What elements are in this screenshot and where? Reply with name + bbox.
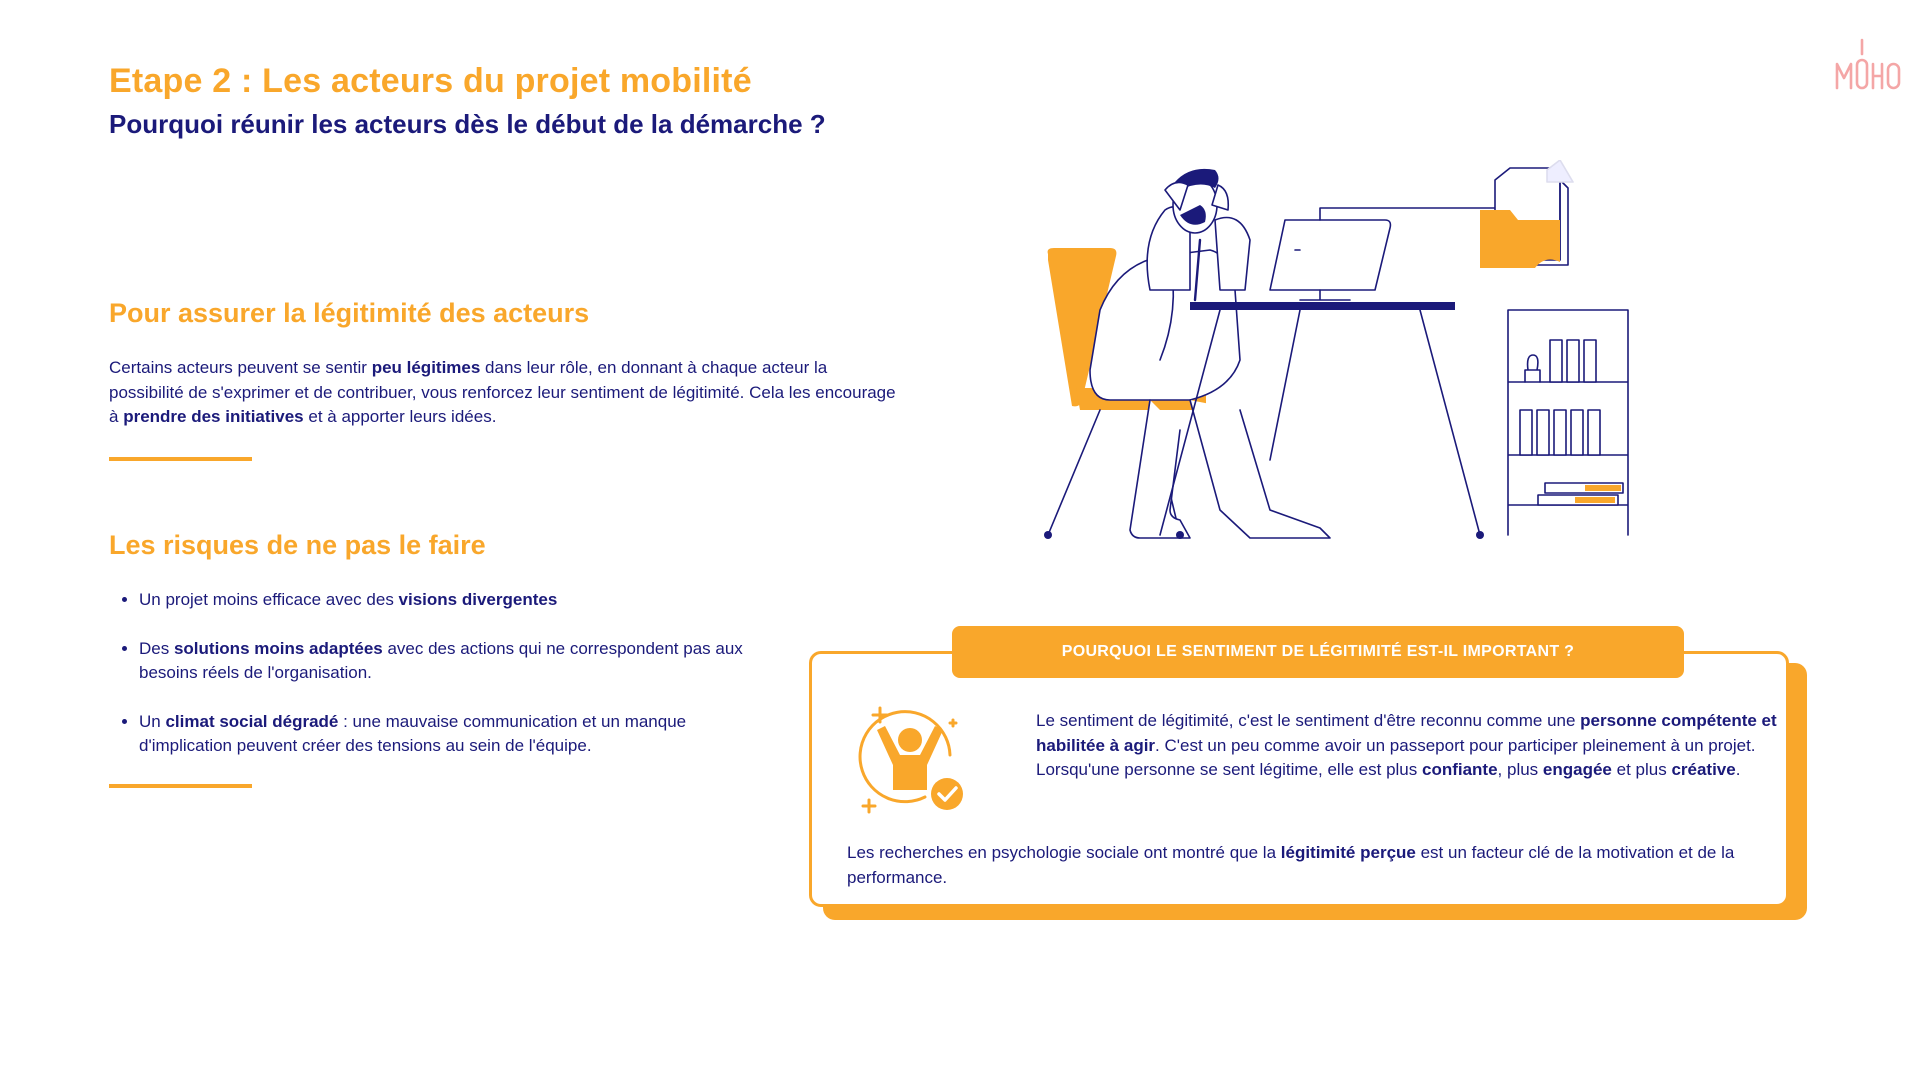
legitimacy-paragraph: Certains acteurs peuvent se sentir peu légitimes dans leur rôle, en donnant à chaque acteur la possibilité de s'exprimer et de contribuer, vous renforcez leur sentiment de légitimité. Cela les encourage à prendre des initiatives et à apporter leurs idées. (109, 358, 896, 426)
section-divider (109, 457, 252, 461)
list-item: • Des solutions moins adaptées avec des actions qui ne correspondent pas aux besoins réels de l'organisation. (139, 637, 779, 686)
callout-paragraph-1: Le sentiment de légitimité, c'est le sentiment d'être reconnu comme une personne compétente et habilitée à agir. C'est un peu comme avoir un passeport pour participer pleinement à un projet. Lorsqu'une personne se sent légitime, elle est plus confiante, plus engagée et plus créative. (1036, 711, 1777, 779)
section-heading-risks: Les risques de ne pas le faire (109, 530, 486, 560)
section-divider (109, 784, 252, 788)
moho-logo (1834, 36, 1902, 92)
celebrating-person-check-icon (855, 700, 970, 815)
page-title: Etape 2 : Les acteurs du projet mobilité (109, 62, 752, 100)
page-subtitle: Pourquoi réunir les acteurs dès le début de la démarche ? (109, 109, 826, 139)
risks-list (109, 588, 779, 783)
stressed-worker-illustration (1040, 160, 1630, 555)
list-item: • Un projet moins efficace avec des visions divergentes (139, 588, 779, 613)
callout-paragraph-2: Les recherches en psychologie sociale ont montré que la légitimité perçue est un facteur clé de la motivation et de la performance. (847, 843, 1735, 887)
list-item: • Un climat social dégradé : une mauvaise communication et un manque d'implication peuvent créer des tensions au sein de l'équipe. (139, 710, 779, 759)
section-heading-legitimacy: Pour assurer la légitimité des acteurs (109, 298, 590, 328)
callout-banner: POURQUOI LE SENTIMENT DE LÉGITIMITÉ EST-IL IMPORTANT ? (952, 626, 1684, 678)
